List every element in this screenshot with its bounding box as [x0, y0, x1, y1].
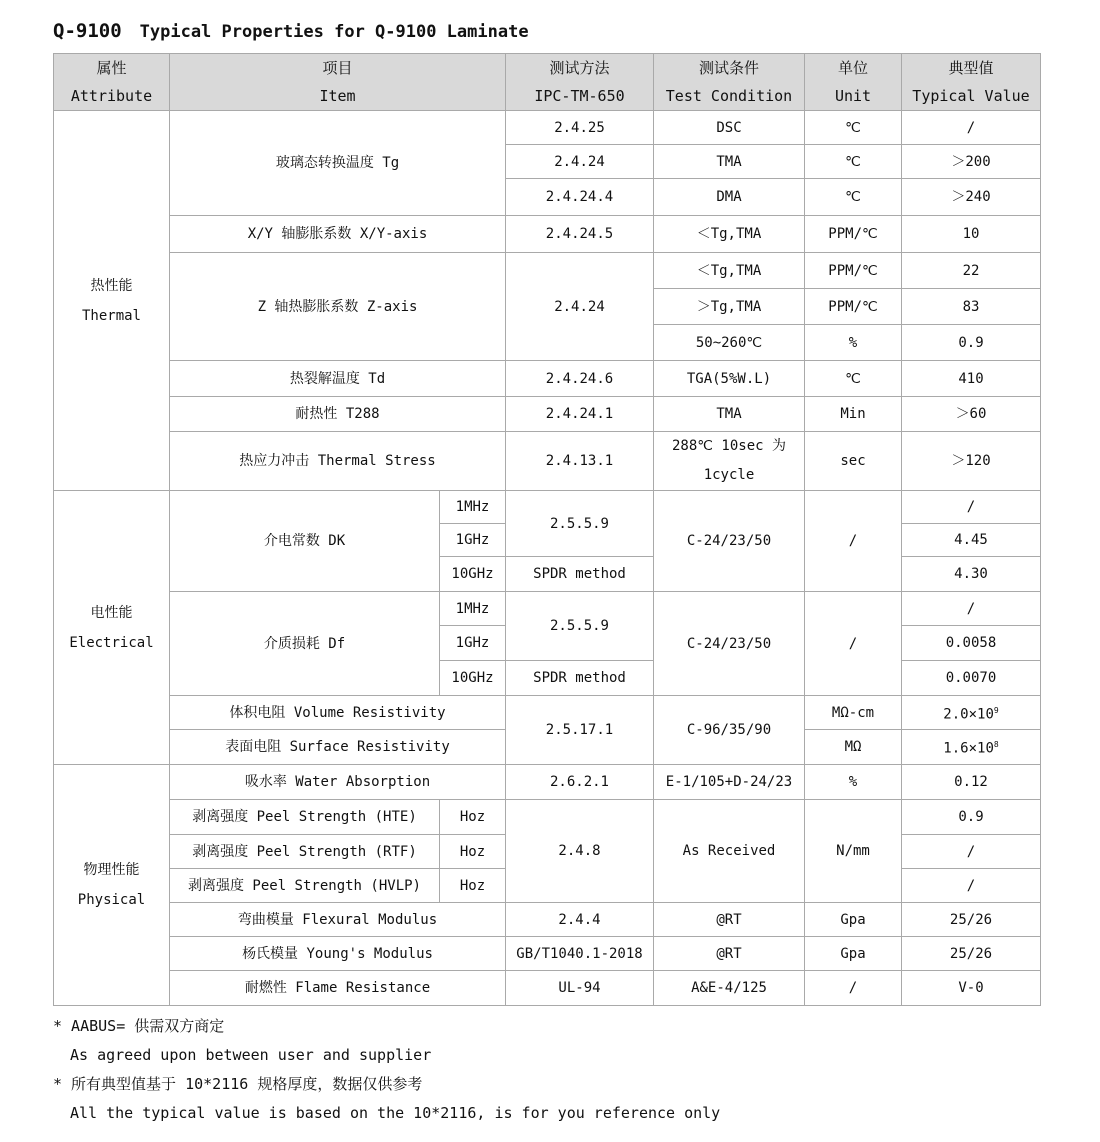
category-electrical: 电性能 Electrical [54, 491, 170, 765]
value-cell: 0.0058 [902, 626, 1041, 661]
condition-cell: ＜Tg,TMA [654, 253, 805, 289]
condition-cell: 288℃ 10sec 为 1cycle [654, 432, 805, 491]
freq-cell: 1MHz [440, 491, 506, 524]
freq-cell: 10GHz [440, 557, 506, 592]
item-youngs-modulus: 杨氏模量 Young's Modulus [170, 937, 506, 971]
note-aabus: * AABUS= 供需双方商定 [53, 1017, 225, 1035]
condition-cell: TMA [654, 145, 805, 179]
unit-cell: / [805, 491, 902, 592]
item-peel-hvlp: 剥离强度 Peel Strength (HVLP) [170, 869, 440, 903]
method-cell: 2.5.5.9 [506, 491, 654, 557]
category-physical: 物理性能 Physical [54, 765, 170, 1006]
table-row [54, 592, 1041, 626]
value-cell: / [902, 592, 1041, 626]
unit-cell: ℃ [805, 179, 902, 216]
unit-cell: Gpa [805, 903, 902, 937]
method-cell: 2.4.24 [506, 253, 654, 361]
unit-cell: Gpa [805, 937, 902, 971]
unit-cell: Min [805, 397, 902, 432]
table-row [54, 971, 1041, 1006]
method-cell: 2.4.25 [506, 111, 654, 145]
table-header-row [54, 54, 1041, 111]
item-tg: 玻璃态转换温度 Tg [170, 111, 506, 216]
value-cell: ＞60 [902, 397, 1041, 432]
condition-cell: TGA(5%W.L) [654, 361, 805, 397]
unit-cell: ℃ [805, 111, 902, 145]
value-cell: 10 [902, 216, 1041, 253]
category-thermal: 热性能 Thermal [54, 111, 170, 491]
item-water-absorption: 吸水率 Water Absorption [170, 765, 506, 800]
properties-table [53, 53, 1041, 1006]
header-condition: 测试条件 Test Condition [654, 54, 805, 111]
value-cell: ＞200 [902, 145, 1041, 179]
table-row [54, 800, 1041, 835]
copper-weight-cell: Hoz [440, 800, 506, 835]
unit-cell: ℃ [805, 361, 902, 397]
item-volume-resistivity: 体积电阻 Volume Resistivity [170, 696, 506, 730]
freq-cell: 10GHz [440, 661, 506, 696]
condition-cell: DMA [654, 179, 805, 216]
item-td: 热裂解温度 Td [170, 361, 506, 397]
value-cell: 0.9 [902, 325, 1041, 361]
value-cell: 410 [902, 361, 1041, 397]
method-cell: 2.6.2.1 [506, 765, 654, 800]
value-cell: $2.0\times 10^9$ [902, 696, 1041, 730]
value-cell: 0.0070 [902, 661, 1041, 696]
freq-cell: 1GHz [440, 524, 506, 557]
condition-cell: A&E-4/125 [654, 971, 805, 1006]
footnotes [53, 1012, 720, 1128]
method-cell: 2.5.5.9 [506, 592, 654, 661]
freq-cell: 1GHz [440, 626, 506, 661]
value-cell: 0.9 [902, 800, 1041, 835]
unit-cell: MΩ-cm [805, 696, 902, 730]
item-flame-resistance: 耐燃性 Flame Resistance [170, 971, 506, 1006]
item-df: 介质损耗 Df [170, 592, 440, 696]
table-row [54, 361, 1041, 397]
item-peel-rtf: 剥离强度 Peel Strength (RTF) [170, 835, 440, 869]
value-cell: 4.45 [902, 524, 1041, 557]
method-cell: 2.5.17.1 [506, 696, 654, 765]
document-title [53, 20, 529, 42]
copper-weight-cell: Hoz [440, 835, 506, 869]
condition-cell: ＞Tg,TMA [654, 289, 805, 325]
method-cell: 2.4.24.4 [506, 179, 654, 216]
condition-cell: C-24/23/50 [654, 491, 805, 592]
value-cell: 25/26 [902, 903, 1041, 937]
note-aabus-en: As agreed upon between user and supplier [70, 1046, 432, 1064]
method-cell: 2.4.13.1 [506, 432, 654, 491]
item-dk: 介电常数 DK [170, 491, 440, 592]
table-row [54, 111, 1041, 145]
freq-cell: 1MHz [440, 592, 506, 626]
method-cell: 2.4.24.5 [506, 216, 654, 253]
value-cell: 25/26 [902, 937, 1041, 971]
title-text: Typical Properties for Q-9100 Laminate [139, 22, 529, 42]
unit-cell: ℃ [805, 145, 902, 179]
value-cell: 22 [902, 253, 1041, 289]
unit-cell: N/mm [805, 800, 902, 903]
method-cell: SPDR method [506, 661, 654, 696]
header-item: 项目 Item [170, 54, 506, 111]
method-cell: 2.4.24.1 [506, 397, 654, 432]
note-typical-en: All the typical value is based on the 10*2116, is for you reference only [70, 1104, 721, 1122]
table-row [54, 253, 1041, 289]
header-method: 测试方法 IPC-TM-650 [506, 54, 654, 111]
table-row [54, 696, 1041, 730]
table-row [54, 491, 1041, 524]
header-value: 典型值 Typical Value [902, 54, 1041, 111]
condition-cell: ＜Tg,TMA [654, 216, 805, 253]
table-row [54, 937, 1041, 971]
value-cell: / [902, 869, 1041, 903]
value-cell: / [902, 491, 1041, 524]
method-cell: 2.4.4 [506, 903, 654, 937]
unit-cell: PPM/℃ [805, 253, 902, 289]
method-cell: 2.4.24.6 [506, 361, 654, 397]
method-cell: 2.4.8 [506, 800, 654, 903]
condition-cell: As Received [654, 800, 805, 903]
unit-cell: / [805, 592, 902, 696]
condition-cell: E-1/105+D-24/23 [654, 765, 805, 800]
condition-cell: DSC [654, 111, 805, 145]
table-row [54, 216, 1041, 253]
value-cell: 0.12 [902, 765, 1041, 800]
value-cell: 83 [902, 289, 1041, 325]
note-typical: * 所有典型值基于 10*2116 规格厚度，数据仅供参考 [53, 1075, 423, 1093]
value-cell: ＞120 [902, 432, 1041, 491]
unit-cell: sec [805, 432, 902, 491]
item-peel-hte: 剥离强度 Peel Strength (HTE) [170, 800, 440, 835]
header-unit: 单位 Unit [805, 54, 902, 111]
method-cell: GB/T1040.1-2018 [506, 937, 654, 971]
value-cell: $1.6\times 10^8$ [902, 730, 1041, 765]
condition-cell: C-24/23/50 [654, 592, 805, 696]
method-cell: 2.4.24 [506, 145, 654, 179]
item-xy-cte: X/Y 轴膨胀系数 X/Y-axis [170, 216, 506, 253]
condition-cell: @RT [654, 903, 805, 937]
method-cell: SPDR method [506, 557, 654, 592]
unit-cell: % [805, 765, 902, 800]
item-thermal-stress: 热应力冲击 Thermal Stress [170, 432, 506, 491]
product-code: Q-9100 [53, 20, 122, 42]
method-cell: UL-94 [506, 971, 654, 1006]
value-cell: 4.30 [902, 557, 1041, 592]
item-flexural-modulus: 弯曲模量 Flexural Modulus [170, 903, 506, 937]
unit-cell: % [805, 325, 902, 361]
condition-cell: C-96/35/90 [654, 696, 805, 765]
value-cell: V-0 [902, 971, 1041, 1006]
copper-weight-cell: Hoz [440, 869, 506, 903]
value-cell: / [902, 835, 1041, 869]
table-row [54, 765, 1041, 800]
table-row [54, 903, 1041, 937]
table-row [54, 397, 1041, 432]
unit-cell: / [805, 971, 902, 1006]
item-surface-resistivity: 表面电阻 Surface Resistivity [170, 730, 506, 765]
table-row [54, 432, 1041, 491]
condition-cell: @RT [654, 937, 805, 971]
condition-cell: 50~260℃ [654, 325, 805, 361]
item-t288: 耐热性 T288 [170, 397, 506, 432]
value-cell: / [902, 111, 1041, 145]
unit-cell: MΩ [805, 730, 902, 765]
item-z-cte: Z 轴热膨胀系数 Z-axis [170, 253, 506, 361]
value-cell: ＞240 [902, 179, 1041, 216]
unit-cell: PPM/℃ [805, 216, 902, 253]
header-attribute: 属性 Attribute [54, 54, 170, 111]
condition-cell: TMA [654, 397, 805, 432]
unit-cell: PPM/℃ [805, 289, 902, 325]
